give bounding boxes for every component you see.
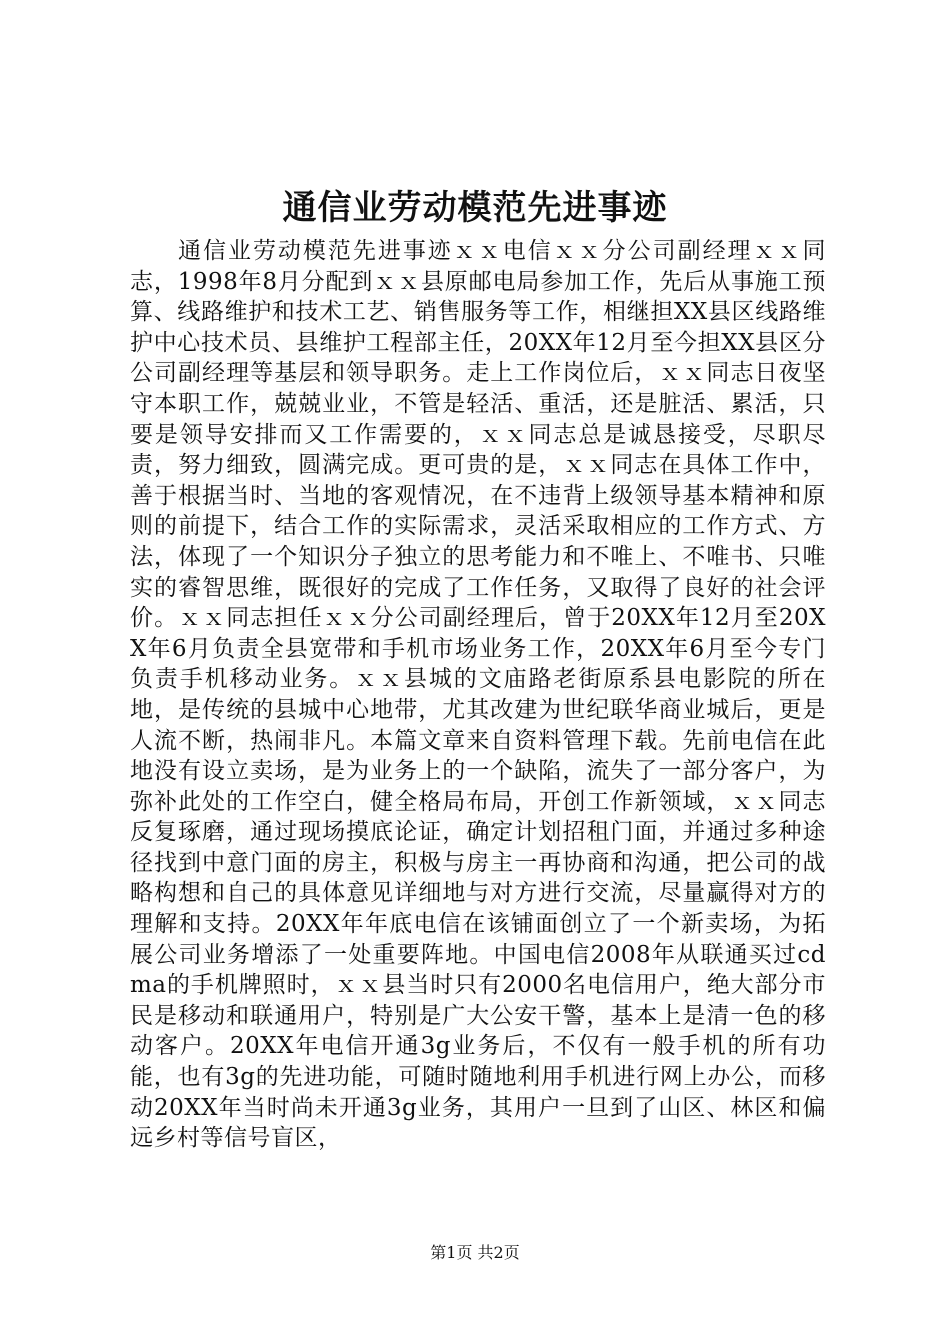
body-paragraph: 通信业劳动模范先进事迹ｘｘ电信ｘｘ分公司副经理ｘｘ同志，1998年8月分配到ｘｘ县原邮电局参加工作，先后从事施工预算、线路维护和技术工艺、销售服务等工作，相继担XX县区线路维护中心技术员、县维护工程部主任，20XX年12月至今担XX县区分公司副经理等基层和领导职务。走上工作岗位后，ｘｘ同志日夜坚守本职工作，兢兢业业，不管是轻活、重活，还是脏活、累活，只要是领导安排而又工作需要的，ｘｘ同志总是诚恳接受，尽职尽责，努力细致，圆满完成。更可贵的是，ｘｘ同志在具体工作中，善于根据当时、当地的客观情况，在不违背上级领导基本精神和原则的前提下，结合工作的实际需求，灵活采取相应的工作方式、方法，体现了一个知识分子独立的思考能力和不唯上、不唯书、只唯实的睿智思维，既很好的完成了工作任务，又取得了良好的社会评价。ｘｘ同志担任ｘｘ分公司副经理后，曾于20XX年12月至20XX年6月负责全县宽带和手机市场业务工作，20XX年6月至今专门负责手机移动业务。ｘｘ县城的文庙路老街原系县电影院的所在地，是传统的县城中心地带，尤其改建为世纪联华商业城后，更是人流不断，热闹非凡。本篇文章来自资料管理下载。先前电信在此地没有设立卖场，是为业务上的一个缺陷，流失了一部分客户，为弥补此处的工作空白，健全格局布局，开创工作新领域，ｘｘ同志反复琢磨，通过现场摸底论证，确定计划招租门面，并通过多种途径找到中意门面的房主，积极与房主一再协商和沟通，把公司的战略构想和自己的具体意见详细地与对方进行交流，尽量赢得对方的理解和支持。20XX年年底电信在该铺面创立了一个新卖场，为拓展公司业务增添了一处重要阵地。中国电信2008年从联通买过cdma的手机牌照时，ｘｘ县当时只有2000名电信用户，绝大部分市民是移动和联通用户，特别是广大公安干警，基本上是清一色的移动客户。20XX年电信开通3g业务后，不仅有一般手机的所有功能，也有3g的先进功能，可随时随地利用手机进行网上办公，而移动20XX年当时尚未开通3g业务，其用户一旦到了山区、林区和偏远乡村等信号盲区， xyxy=(130,238,826,1152)
document-title: 通信业劳动模范先进事迹 xyxy=(282,188,668,228)
page-footer: 第1页 共2页 xyxy=(430,1243,520,1262)
